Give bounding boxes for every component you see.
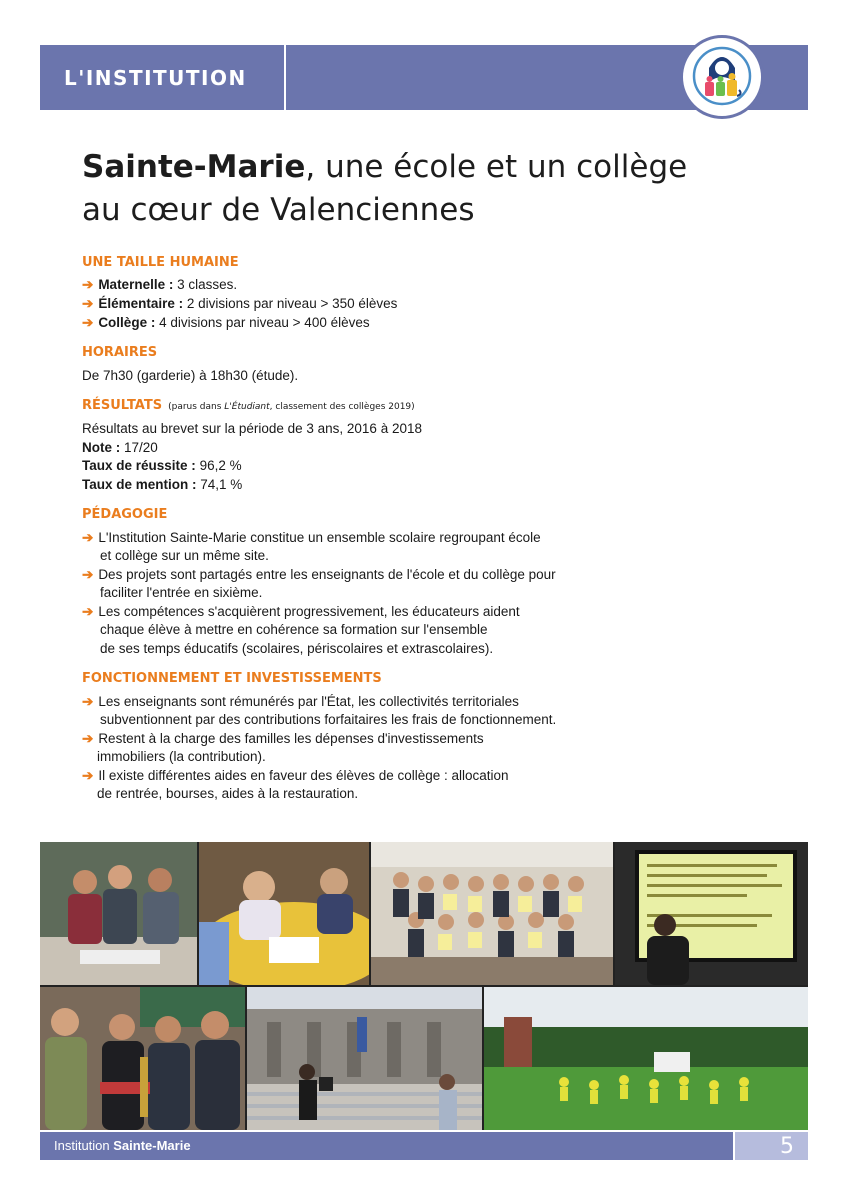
institution-logo-icon <box>680 35 764 119</box>
section-heading-resultats: RÉSULTATS (parus dans L'Étudiant, classement des collèges 2019) <box>82 398 415 413</box>
list-item: ➔ Les enseignants sont rémunérés par l'État, les collectivités territoriales <box>82 694 519 709</box>
list-item: ➔ Les compétences s'acquièrent progressivement, les éducateurs aident <box>82 604 520 619</box>
list-item-cont: et collège sur un même site. <box>100 548 269 563</box>
arrow-right-icon: ➔ <box>82 731 94 746</box>
list-item-cont: chaque élève à mettre en cohérence sa formation sur l'ensemble <box>100 622 488 637</box>
section-heading-taille: UNE TAILLE HUMAINE <box>82 255 239 270</box>
arrow-right-icon: ➔ <box>82 296 94 311</box>
resultats-row: Note : 17/20 <box>82 440 158 455</box>
resultats-row: Taux de mention : 74,1 % <box>82 477 243 492</box>
title-rest: , une école et un collège <box>305 149 688 185</box>
arrow-right-icon: ➔ <box>82 567 94 582</box>
list-item-cont: subventionnent par des contributions forfaitaires les frais de fonctionnement. <box>100 712 557 727</box>
section-heading-pedagogie: PÉDAGOGIE <box>82 507 168 522</box>
list-item: ➔ Des projets sont partagés entre les enseignants de l'école et du collège pour <box>82 567 556 582</box>
page-title <box>82 146 782 232</box>
title-bold: Sainte-Marie <box>82 149 306 185</box>
list-item: ➔ L'Institution Sainte-Marie constitue un ensemble scolaire regroupant école <box>82 530 541 545</box>
photo-music-students <box>40 987 245 1130</box>
list-item: ➔ Il existe différentes aides en faveur des élèves de collège : allocation <box>82 768 509 783</box>
list-item-cont: immobiliers (la contribution). <box>97 749 266 764</box>
arrow-right-icon: ➔ <box>82 315 94 330</box>
resultats-intro: Résultats au brevet sur la période de 3 ans, 2016 à 2018 <box>82 421 422 436</box>
horaires-text: De 7h30 (garderie) à 18h30 (étude). <box>82 368 299 383</box>
page-number: 5 <box>780 1134 794 1159</box>
section-title: L'INSTITUTION <box>64 66 247 90</box>
list-item: ➔ Élémentaire : 2 divisions par niveau > 350 élèves <box>82 296 398 311</box>
arrow-right-icon: ➔ <box>82 604 94 619</box>
resultats-row: Taux de réussite : 96,2 % <box>82 458 242 473</box>
list-item: ➔ Collège : 4 divisions par niveau > 400 élèves <box>82 315 370 330</box>
arrow-right-icon: ➔ <box>82 530 94 545</box>
footer-label: Institution Sainte-Marie <box>54 1138 191 1153</box>
photo-collage <box>40 842 808 1130</box>
list-item: ➔ Maternelle : 3 classes. <box>82 277 238 292</box>
header-divider <box>284 45 286 110</box>
page-number-box <box>735 1132 808 1160</box>
resultats-note: (parus dans L'Étudiant, classement des collèges 2019) <box>168 402 415 412</box>
section-heading-horaires: HORAIRES <box>82 345 158 360</box>
list-item-cont: faciliter l'entrée en sixième. <box>100 585 263 600</box>
list-item-cont: de rentrée, bourses, aides à la restauration. <box>97 786 359 801</box>
arrow-right-icon: ➔ <box>82 277 94 292</box>
photo-sports-field <box>484 987 808 1130</box>
photo-class-group <box>371 842 613 985</box>
photo-students-table <box>40 842 197 985</box>
section-heading-fonctionnement: FONCTIONNEMENT ET INVESTISSEMENTS <box>82 671 382 686</box>
title-line2: au cœur de Valenciennes <box>82 192 475 228</box>
arrow-right-icon: ➔ <box>82 694 94 709</box>
list-item-cont: de ses temps éducatifs (scolaires, périscolaires et extrascolaires). <box>100 641 494 656</box>
arrow-right-icon: ➔ <box>82 768 94 783</box>
photo-children-crafts <box>199 842 369 985</box>
photo-interactive-board <box>615 842 808 985</box>
list-item: ➔ Restent à la charge des familles les dépenses d'investissements <box>82 731 484 746</box>
photo-building-steps <box>247 987 482 1130</box>
